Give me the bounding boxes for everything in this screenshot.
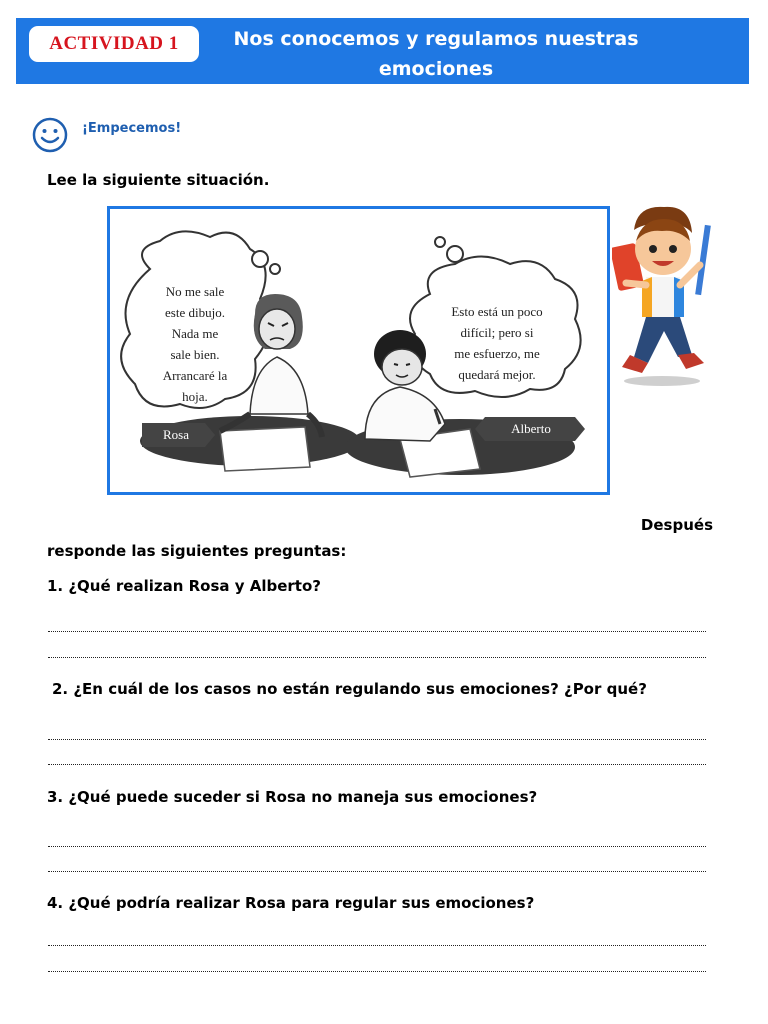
answer-line-2a[interactable] bbox=[48, 739, 706, 740]
question-2: 2. ¿En cuál de los casos no están regulando sus emociones? ¿Por qué? bbox=[52, 680, 647, 698]
activity-title-line1: Nos conocemos y regulamos nuestras bbox=[233, 28, 639, 50]
question-1: 1. ¿Qué realizan Rosa y Alberto? bbox=[47, 577, 321, 595]
rosa-bubble-line: este dibujo. bbox=[165, 305, 225, 320]
activity-badge: ACTIVIDAD 1 bbox=[29, 26, 199, 62]
rosa-bubble-line: No me sale bbox=[165, 284, 225, 299]
alberto-name-tag: Alberto bbox=[511, 421, 551, 436]
alberto-bubble-line: difícil; pero si bbox=[460, 325, 534, 340]
smiley-face-icon bbox=[32, 117, 68, 153]
alberto-bubble-text bbox=[422, 301, 572, 385]
start-label: ¡Empecemos! bbox=[82, 121, 182, 136]
answer-line-3a[interactable] bbox=[48, 846, 706, 847]
alberto-bubble-line: Esto está un poco bbox=[451, 304, 543, 319]
jumping-boy-illustration bbox=[612, 205, 716, 391]
activity-title bbox=[216, 24, 656, 84]
questions-prompt: responde las siguientes preguntas: bbox=[47, 542, 347, 560]
rosa-name-tag: Rosa bbox=[163, 427, 189, 442]
answer-line-4a[interactable] bbox=[48, 945, 706, 946]
activity-title-line2: emociones bbox=[378, 58, 494, 80]
situation-illustration bbox=[107, 206, 610, 495]
after-word: Después bbox=[640, 516, 713, 534]
question-3: 3. ¿Qué puede suceder si Rosa no maneja sus emociones? bbox=[47, 788, 538, 806]
answer-line-4b[interactable] bbox=[48, 971, 706, 972]
answer-line-3b[interactable] bbox=[48, 871, 706, 872]
rosa-bubble-line: hoja. bbox=[182, 389, 208, 404]
answer-line-1b[interactable] bbox=[48, 657, 706, 658]
rosa-bubble-line: Nada me bbox=[171, 326, 219, 341]
activity-header-banner bbox=[16, 18, 749, 84]
rosa-bubble-line: sale bien. bbox=[170, 347, 220, 362]
answer-line-2b[interactable] bbox=[48, 764, 706, 765]
alberto-bubble-line: me esfuerzo, me bbox=[454, 346, 540, 361]
answer-line-1a[interactable] bbox=[48, 631, 706, 632]
rosa-bubble-line: Arrancaré la bbox=[162, 368, 228, 383]
rosa-paper bbox=[220, 427, 310, 471]
question-4: 4. ¿Qué podría realizar Rosa para regular sus emociones? bbox=[47, 894, 535, 912]
rosa-bubble-text bbox=[140, 281, 250, 407]
instruction-text: Lee la siguiente situación. bbox=[47, 171, 270, 189]
alberto-bubble-line: quedará mejor. bbox=[458, 367, 536, 382]
